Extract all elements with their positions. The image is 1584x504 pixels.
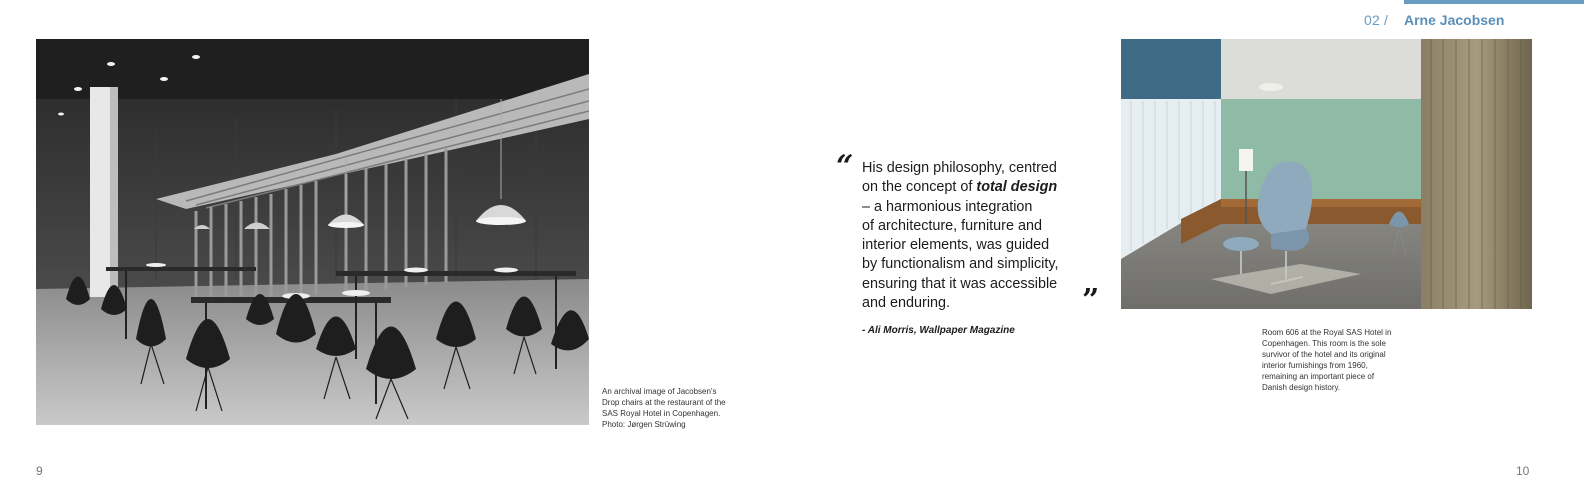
caption-line: An archival image of Jacobsen's — [602, 387, 717, 396]
quote-attribution: - Ali Morris, Wallpaper Magazine — [862, 325, 1015, 336]
accent-bar — [1404, 0, 1584, 4]
page-number-left: 9 — [36, 464, 43, 478]
quote-line: interior elements, was guided — [862, 237, 1050, 254]
restaurant-photo — [36, 39, 589, 425]
quote-line: ensuring that it was accessible — [862, 275, 1058, 292]
left-photo-caption — [602, 386, 742, 430]
quote-line: of architecture, furniture and — [862, 217, 1042, 234]
quote-line: His design philosophy, centred — [862, 160, 1057, 176]
caption-line: Danish design history. — [1262, 383, 1341, 392]
section-number: 02 / — [1364, 12, 1389, 28]
caption-line: survivor of the hotel and its original — [1262, 350, 1386, 359]
quote-emphasis: total design — [976, 179, 1058, 196]
caption-line: interior furnishings from 1960, — [1262, 361, 1368, 370]
caption-line: Drop chairs at the restaurant of the — [602, 398, 726, 407]
page-number-right: 10 — [1516, 464, 1530, 478]
caption-line: remaining an important piece of — [1262, 372, 1375, 381]
caption-line: SAS Royal Hotel in Copenhagen. — [602, 409, 721, 418]
quote-open-mark: “ — [836, 149, 854, 184]
quote-line: and enduring. — [862, 295, 951, 312]
caption-line: Room 606 at the Royal SAS Hotel in — [1262, 328, 1392, 337]
quote-line: – a harmonious integration — [862, 198, 1033, 215]
quote-line: by functionalism and simplicity, — [862, 256, 1059, 273]
caption-line: Copenhagen. This room is the sole — [1262, 339, 1386, 348]
quote-close-mark: ” — [1082, 283, 1100, 318]
section-title: Arne Jacobsen — [1404, 12, 1505, 28]
caption-line: Photo: Jørgen Strüwing — [602, 420, 686, 429]
quote-line: on the concept of total design — [862, 179, 1058, 196]
pull-quote — [862, 159, 1094, 313]
hotel-room-photo — [1121, 39, 1532, 309]
right-photo-caption — [1262, 327, 1402, 393]
